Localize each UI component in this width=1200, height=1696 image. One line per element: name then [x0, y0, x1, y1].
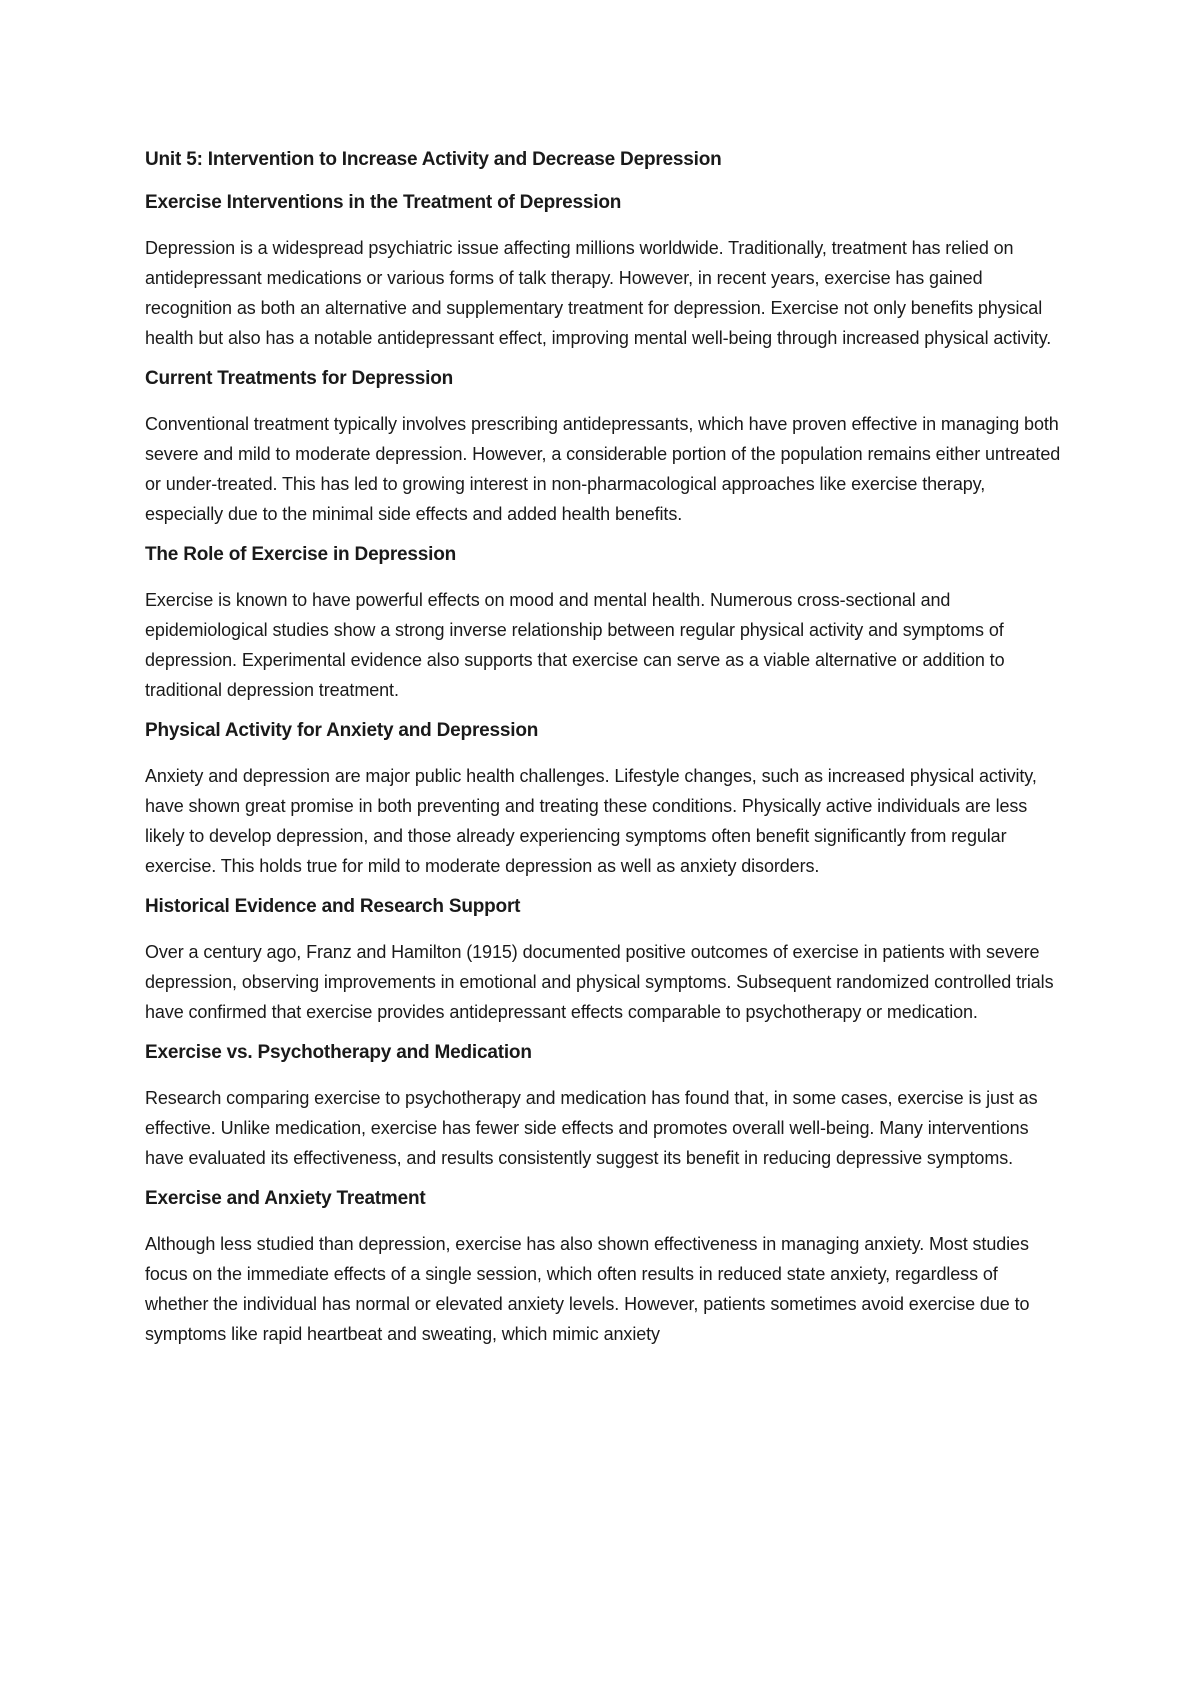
- section-heading: Exercise and Anxiety Treatment: [145, 1188, 426, 1209]
- section-heading: Exercise vs. Psychotherapy and Medication: [145, 1042, 532, 1063]
- section-heading: Current Treatments for Depression: [145, 368, 454, 389]
- section-heading: The Role of Exercise in Depression: [145, 544, 457, 565]
- section-heading: Exercise Interventions in the Treatment of Depression: [145, 192, 622, 213]
- section-paragraph: Conventional treatment typically involves prescribing antidepressants, which have proven effective in managing both severe and mild to moderate depression. However, a considerable portion of the population remains either untreated or under-treated. This has led to growing interest in non-pharmacological approaches like exercise therapy, especially due to the minimal side effects and added health benefits.: [145, 414, 1061, 524]
- section-historical-evidence: [145, 894, 1065, 1027]
- section-anxiety-treatment: [145, 1186, 1065, 1349]
- section-heading: Physical Activity for Anxiety and Depression: [145, 720, 539, 741]
- section-exercise-vs-therapy: [145, 1040, 1065, 1173]
- section-physical-activity: [145, 718, 1065, 881]
- section-current-treatments: [145, 366, 1065, 529]
- section-heading: Historical Evidence and Research Support: [145, 896, 521, 917]
- section-paragraph: Exercise is known to have powerful effects on mood and mental health. Numerous cross-sectional and epidemiological studies show a strong inverse relationship between regular physical activity and symptoms of depression. Experimental evidence also supports that exercise can serve as a viable alternative or addition to traditional depression treatment.: [145, 590, 1005, 700]
- section-paragraph: Depression is a widespread psychiatric issue affecting millions worldwide. Traditionally, treatment has relied on antidepressant medications or various forms of talk therapy. However, in recent years, exercise has gained recognition as both an alternative and supplementary treatment for depression. Exercise not only benefits physical health but also has a notable antidepressant effect, improving mental well-being through increased physical activity.: [145, 238, 1052, 348]
- section-paragraph: Over a century ago, Franz and Hamilton (1915) documented positive outcomes of exercise in patients with severe depression, observing improvements in emotional and physical symptoms. Subsequent randomized controlled trials have confirmed that exercise provides antidepressant effects comparable to psychotherapy or medication.: [145, 942, 1054, 1022]
- section-role-of-exercise: [145, 542, 1065, 705]
- section-paragraph: Although less studied than depression, exercise has also shown effectiveness in managing anxiety. Most studies focus on the immediate effects of a single session, which often results in reduced state anxiety, regardless of whether the individual has normal or elevated anxiety levels. However, patients sometimes avoid exercise due to symptoms like rapid heartbeat and sweating, which mimic anxiety: [145, 1234, 1030, 1344]
- section-paragraph: Anxiety and depression are major public health challenges. Lifestyle changes, such as increased physical activity, have shown great promise in both preventing and treating these conditions. Physically active individuals are less likely to develop depression, and those already experiencing symptoms often benefit significantly from regular exercise. This holds true for mild to moderate depression as well as anxiety disorders.: [145, 766, 1037, 876]
- document-title: Unit 5: Intervention to Increase Activity and Decrease Depression: [145, 149, 722, 170]
- section-paragraph: Research comparing exercise to psychotherapy and medication has found that, in some cases, exercise is just as effective. Unlike medication, exercise has fewer side effects and promotes overall well-being. Many interventions have evaluated its effectiveness, and results consistently suggest its benefit in reducing depressive symptoms.: [145, 1088, 1038, 1168]
- section-exercise-interventions: [145, 190, 1065, 353]
